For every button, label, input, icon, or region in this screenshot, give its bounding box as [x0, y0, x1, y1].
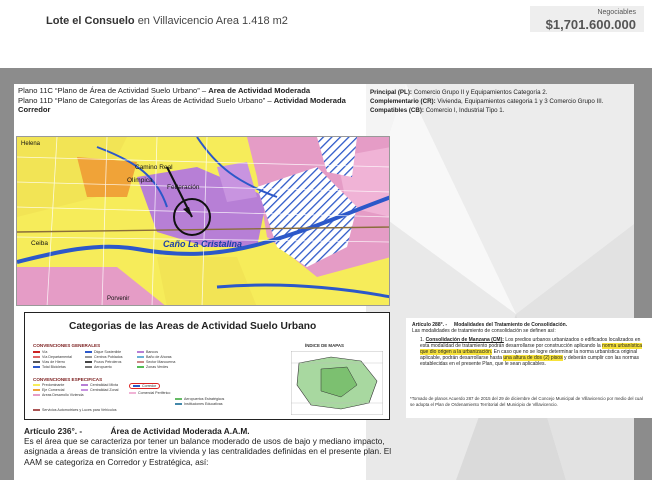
legend-item: Aeropuertos Estratégicos — [175, 397, 224, 401]
legend-item: Centros Poblados — [85, 355, 123, 359]
article-236-name: Área de Actividad Moderada A.A.M. — [110, 426, 250, 436]
map-label-federacion: Federación — [167, 184, 200, 191]
legend-item: Comercial Periférico — [129, 391, 170, 395]
legend-item: Predominante — [33, 383, 64, 387]
legend-item-highlighted: Corredor — [129, 383, 160, 389]
use-complementario — [370, 97, 632, 106]
map-label-olimpica: Olímpica — [127, 177, 153, 184]
use-principal — [370, 88, 632, 97]
geometric-background — [366, 84, 634, 480]
use-compatibles-text: Comercio I, Industrial Tipo 1. — [425, 107, 505, 114]
article-288-item-text-c: y deberán cumplir con las normas establecidas en el presente Plan, que le sean aplicables. — [420, 355, 640, 367]
use-complementario-text: Vivienda, Equipamientos categoria 1 y 3 Comercio Grupo III. — [437, 98, 604, 105]
article-288-item-text-b: En caso que no se logre determinar la norma urbanística original aplicable, podrán desarrollarse hasta — [420, 349, 638, 361]
legend-item: Vía — [33, 350, 47, 354]
listing-area: en Villavicencio Area 1.418 m2 — [137, 15, 288, 27]
footnote: *Tomado de planos Acuerdo 287 de 2015 del 29 de diciembre del Concejo Municipal de Villavicencio por medio del cual se adopta el Plan de Ordenamiento Territorial del Municipio de Villavicencio. — [410, 396, 643, 407]
legend-item: Baño de Ahoras — [137, 355, 172, 359]
article-236-number: Artículo 236°. - — [24, 426, 83, 436]
legend-item: Centralidad Zonal — [81, 388, 118, 392]
legend-item: Bancos — [137, 350, 158, 354]
legend-item: Eje Comercial — [33, 388, 64, 392]
legend-item: Aeropuerto — [85, 365, 112, 369]
plan-line-2 — [18, 96, 378, 115]
legend-index-heading: ÍNDICE DE MAPAS — [305, 343, 344, 348]
map-label-camino: Camino Real — [135, 164, 173, 171]
plan-line-1-bold: Area de Actividad Moderada — [208, 86, 311, 95]
right-document-page — [366, 84, 634, 480]
listing-name: Lote el Consuelo — [46, 15, 135, 27]
map-label-helena: Helena — [21, 141, 41, 147]
listing-title — [46, 15, 288, 27]
legend-general-heading: CONVENCIONES GENERALES — [33, 343, 101, 348]
legend-item: Pozos Petroleros — [85, 360, 121, 364]
use-principal-label: Principal (PL): — [370, 89, 412, 96]
article-288-item-label: Consolidación de Manzana (CM): — [425, 337, 504, 343]
article-288-name: Modalidades del Tratamiento de Consolidación. — [454, 322, 568, 328]
legend-title: Categorias de las Areas de Actividad Suelo Urbano — [69, 321, 317, 332]
zoning-map — [16, 136, 390, 306]
plan-line-2-text: Plano 11D “Plano de Categorías de las Áreas de Actividad Suelo Urbano” – — [18, 95, 272, 105]
article-236-body: Es el área que se caracteriza por tener un balance moderado de usos de bajo y mediano impacto, asignada a áreas de transición entre la vivienda y las centralidades definidas en el presente plan. El AAM se categoriza en Corredor y Estratégica, así: — [24, 436, 392, 467]
article-288-item — [412, 337, 646, 367]
article-236-heading — [24, 426, 394, 436]
plan-line-2-bold: Actividad Moderada Corredor — [18, 95, 346, 114]
article-288-highlight-2: una altura de dos (2) pisos — [503, 355, 563, 361]
article-288-intro: Las modalidades de tratamiento de consolidación se definen así: — [412, 328, 556, 334]
article-236 — [24, 426, 394, 467]
legend-item: Vías de Hierro — [33, 360, 65, 364]
map-label-ceiba: Ceiba — [31, 240, 48, 247]
use-compatibles — [370, 106, 632, 115]
price-box — [530, 6, 644, 32]
legend-item: Sector Mancuerna — [137, 360, 175, 364]
use-compatibles-label: Compatibles (CB): — [370, 107, 424, 114]
use-complementario-label: Complementario (CR): — [370, 98, 436, 105]
article-288-highlight-1: norma urbanística que dio origen a la urbanización. — [420, 343, 643, 355]
article-288-item-number: 1. — [420, 337, 425, 343]
article-288-item-text-a: Los predios urbanos urbanizados o edificados localizados en esta modalidad de tratamiento podrán desarrollarse por construcción aplicando la — [420, 337, 641, 349]
plan-description — [18, 86, 378, 115]
legend-item: Instituciones Educativas — [175, 402, 223, 406]
legend-item: Areas Desarrollo Vivienda — [33, 393, 83, 397]
legend-specific-heading: CONVENCIONES ESPECIFICAS — [33, 377, 103, 382]
listing-header — [0, 0, 652, 42]
legend-item: Servicios Automotrices y Luces para Vehículos — [33, 408, 117, 412]
legend-item: Total Bicicletas — [33, 365, 66, 369]
map-label-cristalina: Caño La Cristalina — [163, 239, 243, 249]
plan-line-1 — [18, 86, 378, 96]
map-label-porvenir: Porvenir — [107, 296, 130, 302]
map-legend — [24, 312, 390, 420]
zoning-map-graphic — [17, 137, 390, 306]
legend-item: Dique Sostenible — [85, 350, 121, 354]
legend-item: Vía Departamental — [33, 355, 72, 359]
price-value: $1,701.600.000 — [545, 17, 636, 32]
price-label: Negociables — [597, 9, 636, 16]
legend-item: Zonas Verdes — [137, 365, 168, 369]
plan-line-1-text: Plano 11C “Plano de Área de Actividad Suelo Urbano” – — [18, 86, 207, 95]
legend-item: Centralidad Mixta — [81, 383, 118, 387]
use-principal-text: Comercio Grupo II y Equipamientos Categoría 2. — [413, 89, 548, 96]
article-288-number: Artículo 288°. - — [412, 322, 448, 328]
index-map — [291, 351, 383, 415]
land-uses — [370, 88, 632, 115]
